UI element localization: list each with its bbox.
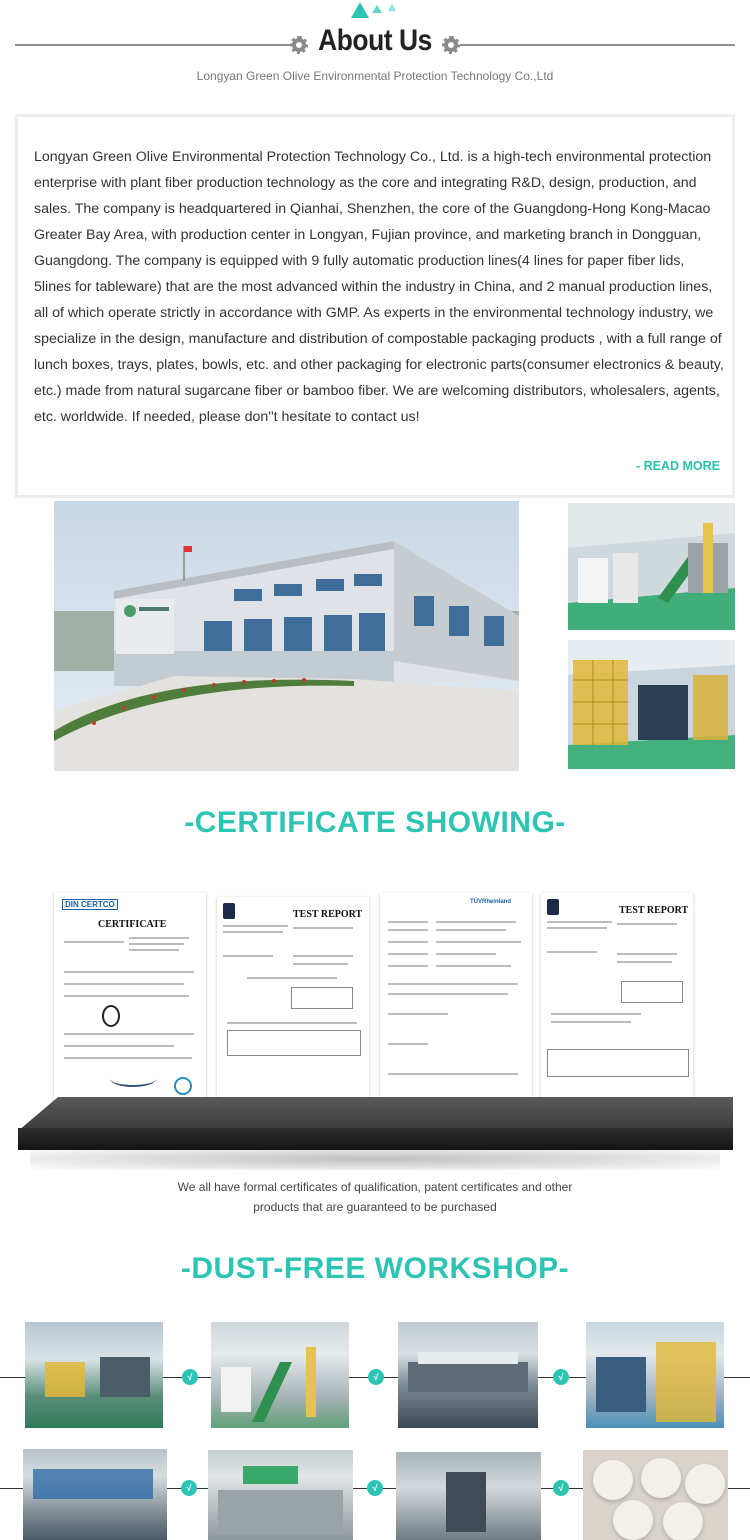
factory-building-photo [54, 501, 519, 771]
certificate-document[interactable] [54, 893, 206, 1105]
workshop-image [211, 1322, 349, 1428]
rating-box [621, 981, 683, 1003]
certificate-issuer: DIN CERTCO [62, 899, 118, 910]
about-subtitle: Longyan Green Olive Environmental Protection Technology Co.,Ltd [196, 69, 554, 83]
workshop-photo-1 [568, 503, 735, 630]
rating-box [291, 987, 353, 1009]
workshop-image [25, 1322, 163, 1428]
small-triangle-icon [388, 4, 396, 11]
about-body: Longyan Green Olive Environmental Protection Technology Co., Ltd. is a high-tech environmental protection enterprise with plant fiber production technology as the core and integrating R&D, design, production, and sales. The company is headquartered in Qianhai, Shenzhen, the core of the Guangdong-Hong Kong-Macao Greater Bay Area, with production center in Longyan, Fujian province, and marketing branch in Dongguan, Guangdong. The company is equipped with 9 fully automatic production lines(4 lines for paper fiber lids, 5lines for tableware) that are the most advanced within the industry in China, and 2 manual production lines, all of which operate strictly in accordance with GMP. As experts in the environmental technology industry, we specialize in the design, manufacture and distribution of compostable packaging products , with a full range of lunch boxes, trays, plates, bowls, etc. and other packaging for electronic parts(consumer electronics & beauty, etc.) made from natural sugarcane fiber or bamboo fiber. We are welcoming distributors, wholesalers, agents, etc. worldwide. If needed, please don''t hesitate to contact us! [34, 149, 724, 425]
bureau-veritas-logo-icon [547, 899, 559, 915]
bureau-veritas-logo-icon [223, 903, 235, 919]
workshop-image [583, 1450, 728, 1540]
shelf-shadow [30, 1148, 720, 1170]
certificate-caption-line-1: We all have formal certificates of qualification, patent certificates and other [177, 1180, 573, 1194]
test-report-document[interactable] [217, 897, 369, 1104]
read-more-link[interactable]: - READ MORE [635, 459, 720, 473]
check-icon: √ [181, 1480, 197, 1496]
about-title: About Us [318, 24, 432, 57]
check-icon: √ [553, 1369, 569, 1385]
signature-mark [110, 1071, 156, 1087]
workshop-image [208, 1450, 353, 1540]
certificate-title: CERTIFICATE [98, 919, 167, 930]
check-icon: √ [367, 1480, 383, 1496]
results-table [227, 1030, 361, 1056]
results-table [547, 1049, 689, 1077]
test-report-title: TEST REPORT [293, 909, 363, 920]
check-icon: √ [368, 1369, 384, 1385]
compost-logo-icon [102, 1005, 120, 1027]
workshop-image [398, 1322, 538, 1428]
tuv-report-document[interactable] [380, 893, 532, 1106]
workshop-image [586, 1322, 724, 1428]
tuv-logo: TÜVRheinland [470, 899, 512, 905]
certificate-section-title: -CERTIFICATE SHOWING- [184, 806, 566, 839]
display-shelf-front [18, 1128, 733, 1150]
check-icon: √ [182, 1369, 198, 1385]
certificate-caption-line-2: products that are guaranteed to be purchased [253, 1200, 497, 1214]
test-report-title: TEST REPORT [619, 905, 689, 916]
workshop-image [23, 1449, 167, 1540]
workshop-image [396, 1452, 541, 1540]
test-report-document-2[interactable] [541, 893, 693, 1100]
display-shelf [18, 1097, 733, 1131]
teal-triangle-icon [351, 2, 369, 18]
check-icon: √ [553, 1480, 569, 1496]
workshop-photo-2 [568, 640, 735, 769]
small-triangle-icon [372, 5, 382, 13]
about-card [15, 114, 735, 498]
seal-icon [174, 1077, 192, 1095]
workshop-section-title: -DUST-FREE WORKSHOP- [180, 1252, 570, 1285]
